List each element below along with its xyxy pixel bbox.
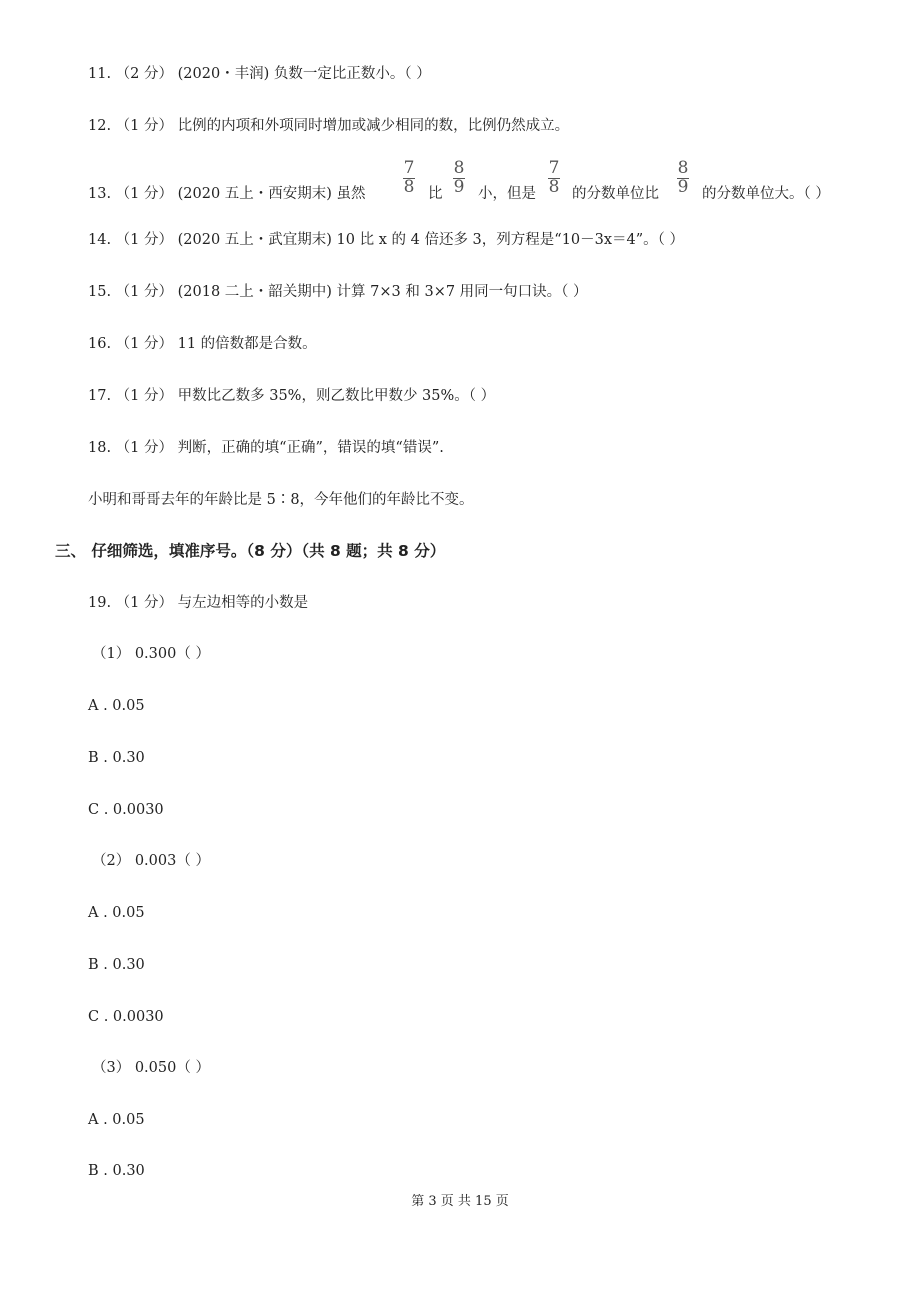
fraction-denominator: 8	[403, 177, 415, 197]
option-a: A . 0.05	[88, 905, 145, 921]
question-19-sub1: （1） 0.300（ ）	[92, 646, 210, 662]
fraction-numerator: 7	[548, 158, 560, 178]
question-17: 17. （1 分） 甲数比乙数多 35%，则乙数比甲数少 35%。（ ）	[88, 388, 496, 404]
fraction-denominator: 9	[453, 177, 465, 197]
fraction-numerator: 7	[403, 158, 415, 178]
question-13-part4: 的分数单位比	[572, 186, 659, 202]
fraction-numerator: 8	[453, 158, 465, 178]
question-11: 11. （2 分） (2020・丰润) 负数一定比正数小。（ ）	[88, 66, 431, 82]
option-b: B . 0.30	[88, 750, 145, 766]
question-19: 19. （1 分） 与左边相等的小数是	[88, 595, 309, 611]
option-b: B . 0.30	[88, 1163, 145, 1179]
option-c: C . 0.0030	[88, 1009, 164, 1025]
question-16: 16. （1 分） 11 的倍数都是合数。	[88, 336, 317, 352]
question-19-sub3: （3） 0.050（ ）	[92, 1060, 210, 1076]
option-a: A . 0.05	[88, 698, 145, 714]
fraction-denominator: 9	[677, 177, 689, 197]
question-14: 14. （1 分） (2020 五上・武宜期末) 10 比 x 的 4 倍还多 3，列方程是“10－3x＝4”。（ ）	[88, 232, 685, 248]
option-c: C . 0.0030	[88, 802, 164, 818]
fraction-8-9-b	[677, 160, 689, 196]
fraction-7-8-b	[548, 160, 560, 196]
question-13-part1: 13. （1 分） (2020 五上・西安期末) 虽然	[88, 186, 366, 202]
question-13-part2: 比	[428, 186, 443, 202]
question-18-statement: 小明和哥哥去年的年龄比是 5∶8，今年他们的年龄比不变。	[88, 492, 474, 508]
fraction-denominator: 8	[548, 177, 560, 197]
fraction-7-8-a	[403, 160, 415, 196]
page-footer: 第 3 页 共 15 页	[411, 1194, 509, 1209]
question-19-sub2: （2） 0.003（ ）	[92, 853, 210, 869]
question-13-part3: 小，但是	[478, 186, 536, 202]
option-b: B . 0.30	[88, 957, 145, 973]
option-a: A . 0.05	[88, 1112, 145, 1128]
question-13-part5: 的分数单位大。（ ）	[702, 186, 830, 202]
fraction-8-9-a	[453, 160, 465, 196]
fraction-numerator: 8	[677, 158, 689, 178]
section-3-title: 三、 仔细筛选，填准序号。（8 分）（共 8 题；共 8 分）	[55, 542, 446, 560]
question-15: 15. （1 分） (2018 二上・韶关期中) 计算 7×3 和 3×7 用同一句口诀。（ ）	[88, 284, 588, 300]
question-12: 12. （1 分） 比例的内项和外项同时增加或减少相同的数，比例仍然成立。	[88, 118, 570, 134]
question-18: 18. （1 分） 判断，正确的填“正确”，错误的填“错误”.	[88, 440, 444, 456]
